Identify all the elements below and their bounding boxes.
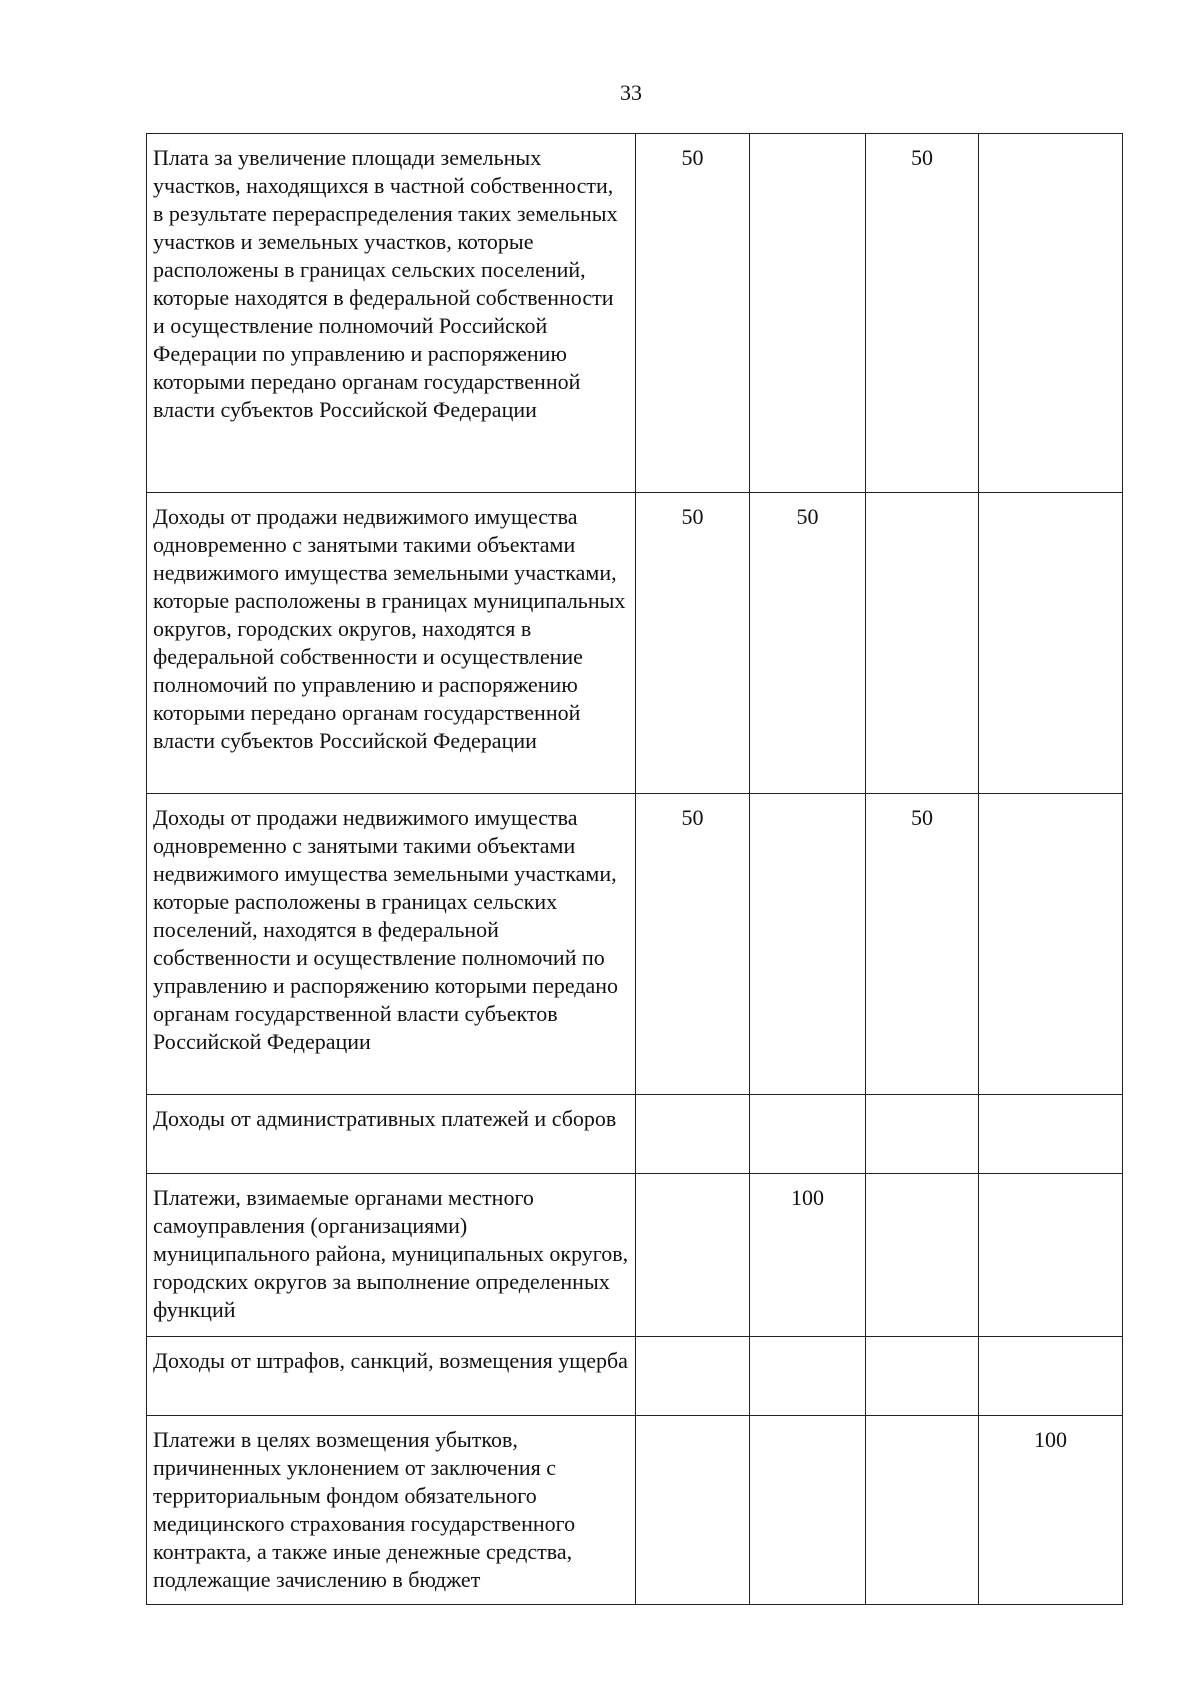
value-cell-col4 (979, 134, 1123, 493)
value-cell-col1 (636, 1337, 750, 1416)
value-cell-col3 (866, 493, 979, 794)
value-cell-col2 (750, 1416, 866, 1605)
table-row (147, 493, 1123, 794)
revenue-description-cell: Платежи, взимаемые органами местного самоуправления (организациями) муниципального района, муниципальных округов, городских округов за выполнение определенных функций (147, 1174, 636, 1337)
value-cell-col4 (979, 493, 1123, 794)
value-cell-col3: 50 (866, 134, 979, 493)
value-cell-col3: 50 (866, 794, 979, 1095)
revenue-description-cell: Доходы от административных платежей и сборов (147, 1095, 636, 1174)
table-row (147, 1416, 1123, 1605)
table-row (147, 1095, 1123, 1174)
table-row (147, 134, 1123, 493)
value-cell-col2 (750, 1337, 866, 1416)
value-cell-col3 (866, 1337, 979, 1416)
value-cell-col1 (636, 1095, 750, 1174)
value-cell-col1: 50 (636, 493, 750, 794)
value-cell-col2 (750, 1095, 866, 1174)
value-cell-col4 (979, 1174, 1123, 1337)
value-cell-col2 (750, 134, 866, 493)
value-cell-col1 (636, 1416, 750, 1605)
value-cell-col3 (866, 1174, 979, 1337)
table-row (147, 1337, 1123, 1416)
value-cell-col3 (866, 1416, 979, 1605)
value-cell-col2: 100 (750, 1174, 866, 1337)
revenue-description-cell: Доходы от продажи недвижимого имущества одновременно с занятыми такими объектами недвижимого имущества земельными участками, которые расположены в границах муниципальных округов, городских округов, находятся в федеральной собственности и осуществление полномочий по управлению и распоряжению которыми передано органам государственной власти субъектов Российской Федерации (147, 493, 636, 794)
revenue-description-cell: Платежи в целях возмещения убытков, причиненных уклонением от заключения с территориальным фондом обязательного медицинского страхования государственного контракта, а также иные денежные средства, подлежащие зачислению в бюджет (147, 1416, 636, 1605)
page-number: 33 (620, 80, 642, 105)
value-cell-col1: 50 (636, 134, 750, 493)
revenue-description-cell: Доходы от штрафов, санкций, возмещения ущерба (147, 1337, 636, 1416)
value-cell-col1 (636, 1174, 750, 1337)
table-row (147, 1174, 1123, 1337)
value-cell-col2: 50 (750, 493, 866, 794)
value-cell-col4: 100 (979, 1416, 1123, 1605)
table-row (147, 794, 1123, 1095)
value-cell-col4 (979, 1095, 1123, 1174)
value-cell-col4 (979, 794, 1123, 1095)
value-cell-col3 (866, 1095, 979, 1174)
revenue-description-cell: Плата за увеличение площади земельных участков, находящихся в частной собственности, в результате перераспределения таких земельных участков и земельных участков, которые расположены в границах сельских поселений, которые находятся в федеральной собственности и осуществление полномочий Российской Федерации по управлению и распоряжению которыми передано органам государственной власти субъектов Российской Федерации (147, 134, 636, 493)
revenue-description-cell: Доходы от продажи недвижимого имущества одновременно с занятыми такими объектами недвижимого имущества земельными участками, которые расположены в границах сельских поселений, находятся в федеральной собственности и осуществление полномочий по управлению и распоряжению которыми передано органам государственной власти субъектов Российской Федерации (147, 794, 636, 1095)
value-cell-col1: 50 (636, 794, 750, 1095)
value-cell-col4 (979, 1337, 1123, 1416)
value-cell-col2 (750, 794, 866, 1095)
revenue-distribution-table (146, 133, 1123, 1605)
